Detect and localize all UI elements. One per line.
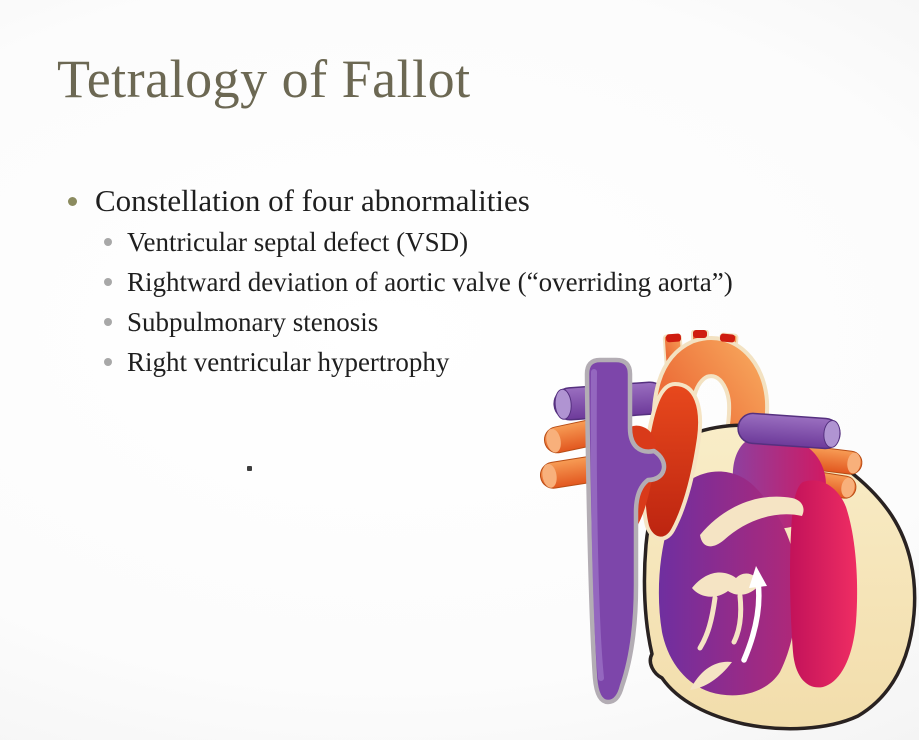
bullet-item-main: [68, 180, 530, 222]
bullet-dot-icon: [104, 238, 112, 246]
bullet-dot-icon: [104, 358, 112, 366]
sub-bullet-text: Ventricular septal defect (VSD): [127, 227, 469, 257]
slide-title: Tetralogy of Fallot: [57, 49, 471, 109]
sub-bullet-text: Rightward deviation of aortic valve (“overriding aorta”): [127, 267, 733, 297]
sub-bullet-item: [104, 262, 733, 302]
bullet-text: Constellation of four abnormalities: [95, 183, 530, 218]
stray-period-mark: [247, 466, 252, 471]
sub-bullet-text: Subpulmonary stenosis: [127, 307, 379, 337]
bullet-dot-icon: [104, 278, 112, 286]
sub-bullet-item: [104, 222, 733, 262]
right-pulmonary-artery: [737, 412, 841, 449]
sub-bullet-text: Right ventricular hypertrophy: [127, 347, 450, 377]
heart-diagram: [540, 330, 919, 740]
heart-cross-section-illustration: [540, 330, 919, 740]
bullet-dot-icon: [104, 318, 112, 326]
bullet-dot-icon: [68, 197, 77, 206]
